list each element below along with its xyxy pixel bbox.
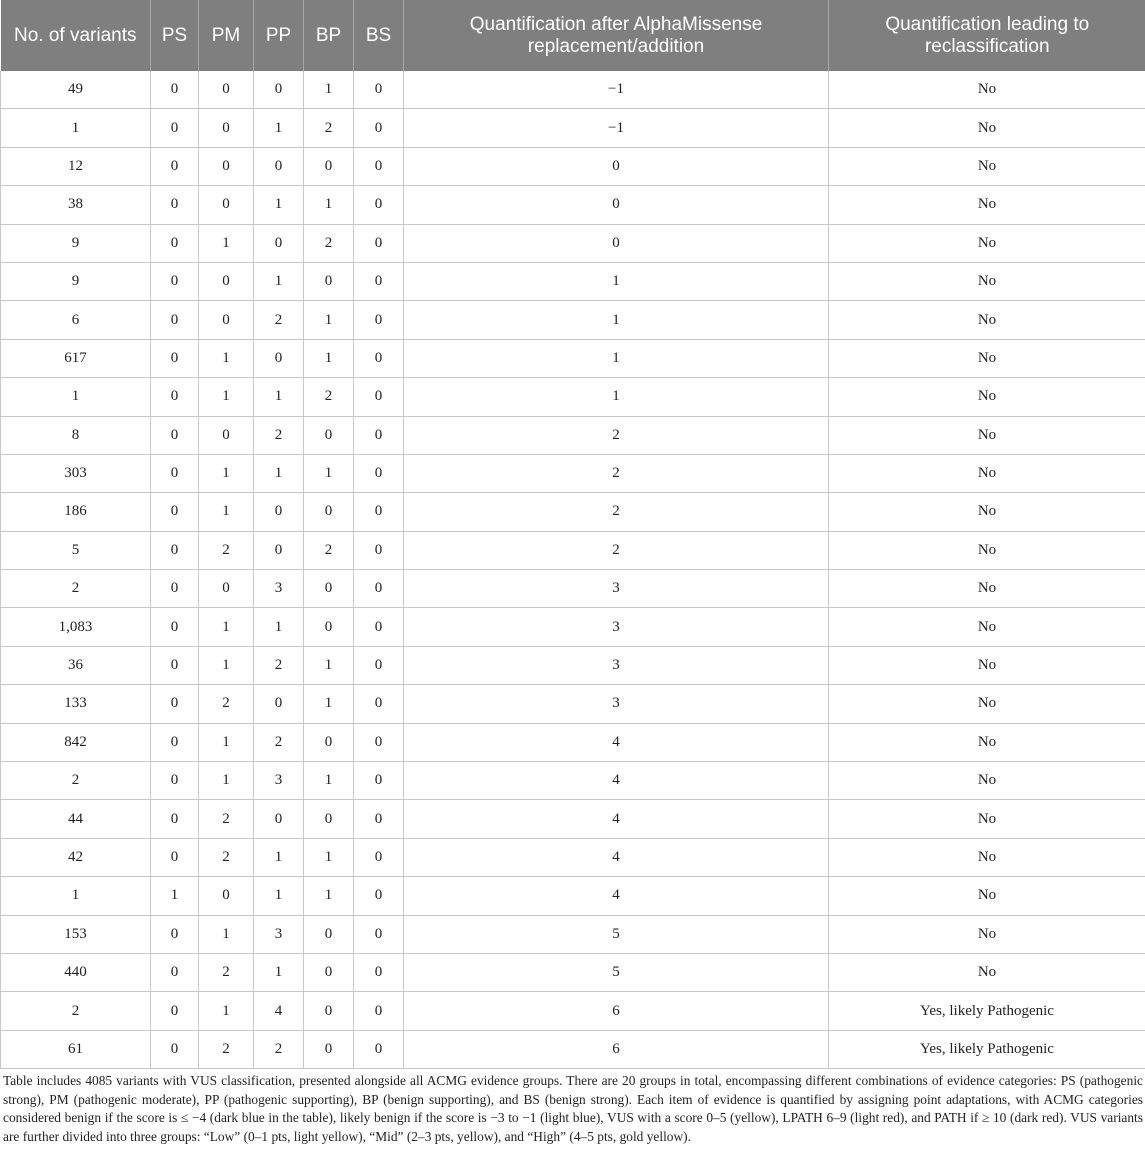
cell-ps: 0 bbox=[151, 493, 199, 531]
cell-pp: 2 bbox=[254, 723, 304, 761]
cell-ps: 0 bbox=[151, 186, 199, 224]
cell-pm: 1 bbox=[199, 339, 254, 377]
cell-pm: 2 bbox=[199, 685, 254, 723]
cell-bp: 0 bbox=[304, 570, 354, 608]
cell-pp: 0 bbox=[254, 531, 304, 569]
cell-ps: 0 bbox=[151, 953, 199, 991]
cell-bs: 0 bbox=[354, 71, 404, 109]
table-row bbox=[1, 109, 1145, 147]
cell-reclassification: No bbox=[829, 646, 1145, 684]
table-row bbox=[1, 570, 1145, 608]
cell-ps: 0 bbox=[151, 339, 199, 377]
cell-ps: 0 bbox=[151, 262, 199, 300]
cell-variant-count: 1 bbox=[1, 378, 151, 416]
cell-reclassification: No bbox=[829, 378, 1145, 416]
cell-pm: 2 bbox=[199, 800, 254, 838]
cell-pm: 0 bbox=[199, 109, 254, 147]
cell-variant-count: 1,083 bbox=[1, 608, 151, 646]
cell-quantification: 1 bbox=[404, 339, 829, 377]
table-row bbox=[1, 262, 1145, 300]
cell-ps: 0 bbox=[151, 109, 199, 147]
cell-bp: 0 bbox=[304, 416, 354, 454]
cell-reclassification: No bbox=[829, 224, 1145, 262]
cell-pp: 0 bbox=[254, 493, 304, 531]
cell-variant-count: 6 bbox=[1, 301, 151, 339]
cell-pp: 1 bbox=[254, 109, 304, 147]
cell-quantification: 2 bbox=[404, 493, 829, 531]
cell-bs: 0 bbox=[354, 838, 404, 876]
cell-bp: 1 bbox=[304, 339, 354, 377]
cell-reclassification: Yes, likely Pathogenic bbox=[829, 1030, 1145, 1068]
cell-quantification: 0 bbox=[404, 147, 829, 185]
cell-pp: 3 bbox=[254, 570, 304, 608]
header-bp: BP bbox=[304, 0, 354, 71]
table-row bbox=[1, 416, 1145, 454]
cell-bs: 0 bbox=[354, 877, 404, 915]
cell-bp: 0 bbox=[304, 800, 354, 838]
cell-pm: 1 bbox=[199, 378, 254, 416]
cell-reclassification: No bbox=[829, 147, 1145, 185]
cell-bs: 0 bbox=[354, 147, 404, 185]
cell-pp: 0 bbox=[254, 147, 304, 185]
cell-pp: 3 bbox=[254, 762, 304, 800]
cell-quantification: 5 bbox=[404, 953, 829, 991]
cell-pp: 2 bbox=[254, 1030, 304, 1068]
header-bs: BS bbox=[354, 0, 404, 71]
table-row bbox=[1, 953, 1145, 991]
cell-bs: 0 bbox=[354, 454, 404, 492]
table-row bbox=[1, 454, 1145, 492]
cell-pm: 2 bbox=[199, 838, 254, 876]
cell-variant-count: 12 bbox=[1, 147, 151, 185]
cell-bp: 1 bbox=[304, 838, 354, 876]
cell-pm: 0 bbox=[199, 416, 254, 454]
cell-variant-count: 2 bbox=[1, 570, 151, 608]
cell-ps: 0 bbox=[151, 800, 199, 838]
table-row bbox=[1, 147, 1145, 185]
cell-variant-count: 8 bbox=[1, 416, 151, 454]
cell-bp: 0 bbox=[304, 992, 354, 1030]
cell-pp: 2 bbox=[254, 301, 304, 339]
cell-bp: 0 bbox=[304, 493, 354, 531]
cell-variant-count: 42 bbox=[1, 838, 151, 876]
cell-bp: 2 bbox=[304, 531, 354, 569]
cell-pm: 2 bbox=[199, 953, 254, 991]
cell-quantification: 6 bbox=[404, 992, 829, 1030]
cell-quantification: 4 bbox=[404, 723, 829, 761]
cell-ps: 0 bbox=[151, 762, 199, 800]
table-row bbox=[1, 339, 1145, 377]
cell-bp: 0 bbox=[304, 723, 354, 761]
header-no-of-variants: No. of variants bbox=[1, 0, 151, 71]
cell-variant-count: 38 bbox=[1, 186, 151, 224]
cell-reclassification: No bbox=[829, 570, 1145, 608]
cell-bs: 0 bbox=[354, 378, 404, 416]
cell-reclassification: No bbox=[829, 493, 1145, 531]
cell-reclassification: No bbox=[829, 800, 1145, 838]
cell-bs: 0 bbox=[354, 301, 404, 339]
cell-ps: 0 bbox=[151, 71, 199, 109]
cell-quantification: 6 bbox=[404, 1030, 829, 1068]
cell-variant-count: 44 bbox=[1, 800, 151, 838]
header-pm: PM bbox=[199, 0, 254, 71]
cell-variant-count: 1 bbox=[1, 109, 151, 147]
table-row bbox=[1, 838, 1145, 876]
cell-pm: 0 bbox=[199, 262, 254, 300]
cell-variant-count: 1 bbox=[1, 877, 151, 915]
cell-pp: 2 bbox=[254, 646, 304, 684]
cell-reclassification: No bbox=[829, 838, 1145, 876]
cell-pp: 1 bbox=[254, 838, 304, 876]
table-body bbox=[1, 71, 1145, 1069]
table-row bbox=[1, 378, 1145, 416]
cell-ps: 0 bbox=[151, 301, 199, 339]
cell-bp: 1 bbox=[304, 186, 354, 224]
header-pp: PP bbox=[254, 0, 304, 71]
cell-reclassification: No bbox=[829, 953, 1145, 991]
cell-bp: 1 bbox=[304, 646, 354, 684]
cell-pp: 1 bbox=[254, 877, 304, 915]
table-row bbox=[1, 71, 1145, 109]
cell-quantification: 1 bbox=[404, 262, 829, 300]
cell-variant-count: 303 bbox=[1, 454, 151, 492]
cell-pp: 2 bbox=[254, 416, 304, 454]
cell-quantification: 2 bbox=[404, 416, 829, 454]
cell-variant-count: 61 bbox=[1, 1030, 151, 1068]
table-row bbox=[1, 301, 1145, 339]
cell-ps: 0 bbox=[151, 378, 199, 416]
cell-bp: 0 bbox=[304, 608, 354, 646]
cell-quantification: 3 bbox=[404, 608, 829, 646]
cell-variant-count: 9 bbox=[1, 224, 151, 262]
table-row bbox=[1, 992, 1145, 1030]
cell-bp: 2 bbox=[304, 109, 354, 147]
cell-reclassification: No bbox=[829, 262, 1145, 300]
cell-ps: 0 bbox=[151, 416, 199, 454]
cell-variant-count: 617 bbox=[1, 339, 151, 377]
table-row bbox=[1, 1030, 1145, 1068]
cell-pm: 0 bbox=[199, 186, 254, 224]
cell-pm: 0 bbox=[199, 147, 254, 185]
cell-reclassification: No bbox=[829, 762, 1145, 800]
cell-pm: 1 bbox=[199, 608, 254, 646]
cell-reclassification: No bbox=[829, 608, 1145, 646]
cell-bp: 0 bbox=[304, 953, 354, 991]
cell-quantification: 5 bbox=[404, 915, 829, 953]
cell-bp: 1 bbox=[304, 71, 354, 109]
cell-variant-count: 49 bbox=[1, 71, 151, 109]
cell-bs: 0 bbox=[354, 109, 404, 147]
cell-pp: 0 bbox=[254, 224, 304, 262]
cell-quantification: 1 bbox=[404, 378, 829, 416]
cell-quantification: 1 bbox=[404, 301, 829, 339]
cell-pm: 0 bbox=[199, 877, 254, 915]
cell-pp: 1 bbox=[254, 608, 304, 646]
header-reclassification: Quantification leading to reclassification bbox=[829, 0, 1145, 71]
cell-pp: 0 bbox=[254, 339, 304, 377]
cell-variant-count: 186 bbox=[1, 493, 151, 531]
cell-bp: 1 bbox=[304, 762, 354, 800]
header-row bbox=[1, 0, 1145, 71]
cell-reclassification: No bbox=[829, 877, 1145, 915]
cell-pp: 1 bbox=[254, 186, 304, 224]
table-row bbox=[1, 685, 1145, 723]
cell-pm: 1 bbox=[199, 915, 254, 953]
cell-pp: 3 bbox=[254, 915, 304, 953]
cell-pp: 0 bbox=[254, 685, 304, 723]
table-row bbox=[1, 186, 1145, 224]
cell-reclassification: No bbox=[829, 723, 1145, 761]
cell-reclassification: No bbox=[829, 71, 1145, 109]
cell-quantification: 3 bbox=[404, 646, 829, 684]
table-footnote: Table includes 4085 variants with VUS classification, presented alongside all ACMG evidence groups. There are 20 groups in total, encompassing different combinations of evidence categories: PS (pathogenic strong), PM (pathogenic moderate), PP (pathogenic supporting), BP (benign supporting), and BS (benign strong). Each item of evidence is quantified by assigning point adaptations, with ACMG categories considered benign if the score is ≤ −4 (dark blue in the table), likely benign if the score is −3 to −1 (light blue), VUS with a score 0–5 (yellow), LPATH 6–9 (light red), and PATH if ≥ 10 (dark red). VUS variants are further divided into three groups: “Low” (0–1 pts, light yellow), “Mid” (2–3 pts, yellow), and “High” (4–5 pts, gold yellow). bbox=[3, 1073, 1143, 1144]
cell-pm: 2 bbox=[199, 1030, 254, 1068]
cell-reclassification: No bbox=[829, 416, 1145, 454]
cell-reclassification: No bbox=[829, 339, 1145, 377]
cell-quantification: 4 bbox=[404, 762, 829, 800]
cell-bp: 1 bbox=[304, 454, 354, 492]
cell-ps: 0 bbox=[151, 454, 199, 492]
cell-pm: 0 bbox=[199, 570, 254, 608]
cell-ps: 0 bbox=[151, 915, 199, 953]
cell-reclassification: No bbox=[829, 301, 1145, 339]
cell-quantification: 4 bbox=[404, 877, 829, 915]
cell-variant-count: 36 bbox=[1, 646, 151, 684]
cell-reclassification: No bbox=[829, 186, 1145, 224]
cell-bs: 0 bbox=[354, 646, 404, 684]
cell-variant-count: 153 bbox=[1, 915, 151, 953]
cell-pm: 2 bbox=[199, 531, 254, 569]
cell-ps: 0 bbox=[151, 147, 199, 185]
cell-quantification: 3 bbox=[404, 570, 829, 608]
cell-pm: 0 bbox=[199, 301, 254, 339]
cell-bp: 0 bbox=[304, 262, 354, 300]
cell-pm: 0 bbox=[199, 71, 254, 109]
cell-quantification: −1 bbox=[404, 71, 829, 109]
cell-pm: 1 bbox=[199, 992, 254, 1030]
cell-ps: 1 bbox=[151, 877, 199, 915]
cell-quantification: 3 bbox=[404, 685, 829, 723]
cell-ps: 0 bbox=[151, 1030, 199, 1068]
cell-bs: 0 bbox=[354, 531, 404, 569]
cell-ps: 0 bbox=[151, 838, 199, 876]
cell-pm: 1 bbox=[199, 723, 254, 761]
cell-bs: 0 bbox=[354, 723, 404, 761]
cell-quantification: 2 bbox=[404, 531, 829, 569]
cell-ps: 0 bbox=[151, 685, 199, 723]
cell-ps: 0 bbox=[151, 570, 199, 608]
table-row bbox=[1, 608, 1145, 646]
cell-bs: 0 bbox=[354, 915, 404, 953]
cell-bs: 0 bbox=[354, 953, 404, 991]
table-row bbox=[1, 762, 1145, 800]
cell-ps: 0 bbox=[151, 992, 199, 1030]
cell-reclassification: No bbox=[829, 109, 1145, 147]
cell-bs: 0 bbox=[354, 339, 404, 377]
cell-pm: 1 bbox=[199, 454, 254, 492]
cell-bs: 0 bbox=[354, 570, 404, 608]
table-row bbox=[1, 646, 1145, 684]
cell-pm: 1 bbox=[199, 762, 254, 800]
cell-variant-count: 9 bbox=[1, 262, 151, 300]
cell-quantification: 4 bbox=[404, 800, 829, 838]
cell-bs: 0 bbox=[354, 416, 404, 454]
cell-reclassification: No bbox=[829, 531, 1145, 569]
cell-bs: 0 bbox=[354, 800, 404, 838]
header-quantification: Quantification after AlphaMissense replacement/addition bbox=[404, 0, 829, 71]
cell-bs: 0 bbox=[354, 186, 404, 224]
cell-pp: 4 bbox=[254, 992, 304, 1030]
cell-bs: 0 bbox=[354, 262, 404, 300]
cell-reclassification: No bbox=[829, 685, 1145, 723]
cell-pp: 0 bbox=[254, 71, 304, 109]
cell-variant-count: 133 bbox=[1, 685, 151, 723]
cell-bs: 0 bbox=[354, 493, 404, 531]
table-row bbox=[1, 800, 1145, 838]
table-row bbox=[1, 723, 1145, 761]
cell-bp: 0 bbox=[304, 147, 354, 185]
table-row bbox=[1, 915, 1145, 953]
table-row bbox=[1, 877, 1145, 915]
cell-reclassification: No bbox=[829, 454, 1145, 492]
cell-quantification: 0 bbox=[404, 224, 829, 262]
cell-bs: 0 bbox=[354, 608, 404, 646]
table-row bbox=[1, 224, 1145, 262]
table-header bbox=[1, 0, 1145, 71]
cell-variant-count: 842 bbox=[1, 723, 151, 761]
cell-bp: 0 bbox=[304, 1030, 354, 1068]
cell-variant-count: 5 bbox=[1, 531, 151, 569]
cell-pm: 1 bbox=[199, 224, 254, 262]
table-row bbox=[1, 531, 1145, 569]
cell-pp: 1 bbox=[254, 953, 304, 991]
cell-pm: 1 bbox=[199, 493, 254, 531]
cell-bs: 0 bbox=[354, 992, 404, 1030]
header-ps: PS bbox=[151, 0, 199, 71]
cell-quantification: 2 bbox=[404, 454, 829, 492]
cell-ps: 0 bbox=[151, 608, 199, 646]
cell-pp: 1 bbox=[254, 378, 304, 416]
cell-quantification: 0 bbox=[404, 186, 829, 224]
cell-bp: 2 bbox=[304, 224, 354, 262]
cell-pp: 1 bbox=[254, 262, 304, 300]
table-row bbox=[1, 493, 1145, 531]
cell-variant-count: 2 bbox=[1, 762, 151, 800]
cell-bp: 2 bbox=[304, 378, 354, 416]
cell-ps: 0 bbox=[151, 531, 199, 569]
cell-pp: 0 bbox=[254, 800, 304, 838]
cell-bs: 0 bbox=[354, 1030, 404, 1068]
cell-bp: 0 bbox=[304, 915, 354, 953]
cell-reclassification: No bbox=[829, 915, 1145, 953]
cell-pm: 1 bbox=[199, 646, 254, 684]
cell-bp: 1 bbox=[304, 685, 354, 723]
cell-bs: 0 bbox=[354, 685, 404, 723]
cell-pp: 1 bbox=[254, 454, 304, 492]
cell-ps: 0 bbox=[151, 646, 199, 684]
cell-variant-count: 440 bbox=[1, 953, 151, 991]
cell-variant-count: 2 bbox=[1, 992, 151, 1030]
cell-quantification: 4 bbox=[404, 838, 829, 876]
cell-quantification: −1 bbox=[404, 109, 829, 147]
cell-bs: 0 bbox=[354, 762, 404, 800]
cell-bp: 1 bbox=[304, 301, 354, 339]
cell-bs: 0 bbox=[354, 224, 404, 262]
cell-reclassification: Yes, likely Pathogenic bbox=[829, 992, 1145, 1030]
cell-ps: 0 bbox=[151, 224, 199, 262]
cell-ps: 0 bbox=[151, 723, 199, 761]
cell-bp: 1 bbox=[304, 877, 354, 915]
